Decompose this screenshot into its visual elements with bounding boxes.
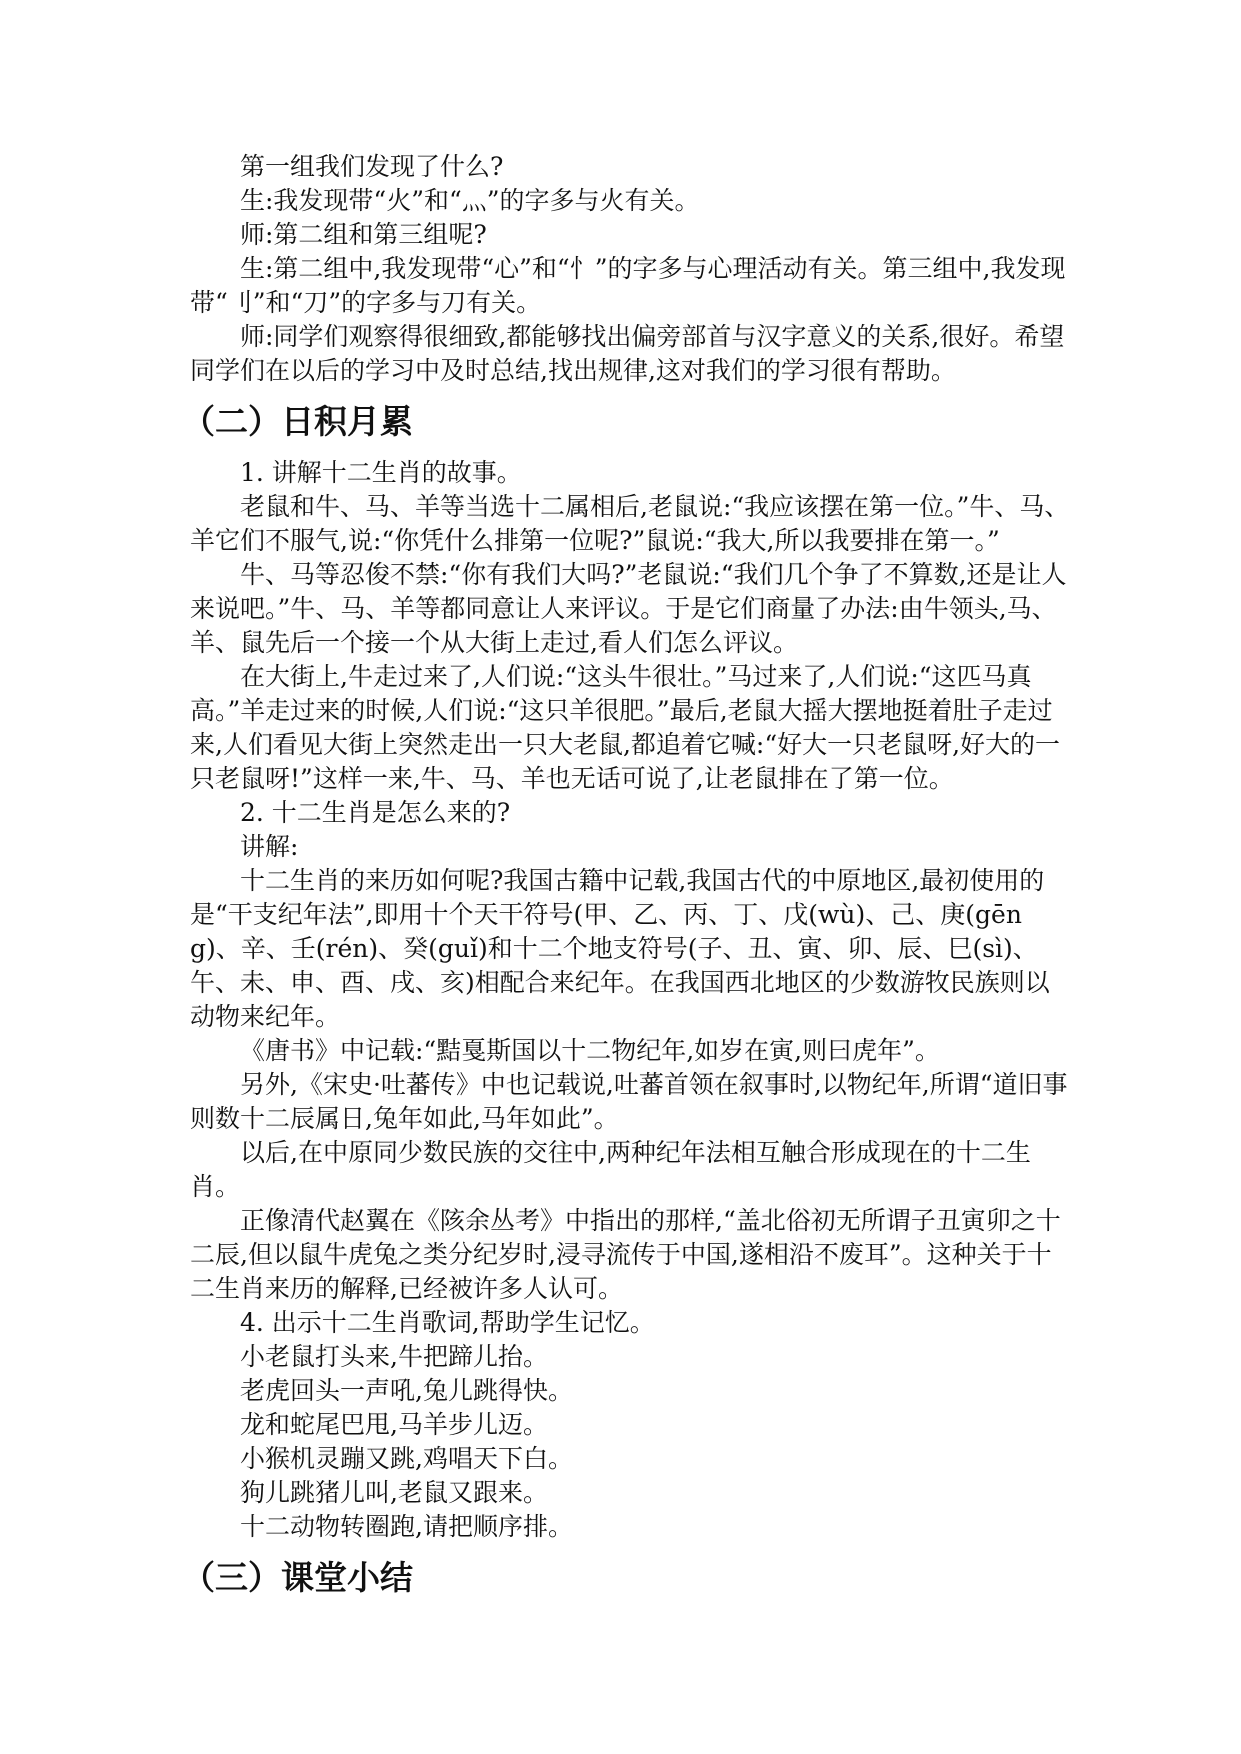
paragraph: 老鼠和牛、马、羊等当选十二属相后,老鼠说:“我应该摆在第一位。”牛、马、羊它们不服气,说:“你凭什么排第一位呢?”鼠说:“我大,所以我要排在第一。” <box>190 492 1070 555</box>
song-line: 小老鼠打头来,牛把蹄儿抬。 <box>240 1342 548 1371</box>
paragraph: 十二生肖的来历如何呢?我国古籍中记载,我国古代的中原地区,最初使用的是“干支纪年法”,即用十个天干符号(甲、乙、丙、丁、戊(wù)、己、庚(gēng)、辛、壬(rén)、癸(guǐ)和十二个地支符号(子、丑、寅、卯、辰、巳(sì)、午、未、申、酉、戌、亥)相配合来纪年。在我国西北地区的少数游牧民族则以动物来纪年。 <box>190 866 1050 1031</box>
paragraph: 2. 十二生肖是怎么来的? <box>240 798 511 827</box>
paragraph: 在大街上,牛走过来了,人们说:“这头牛很壮。”马过来了,人们说:“这匹马真高。”羊走过来的时候,人们说:“这只羊很肥。”最后,老鼠大摇大摆地挺着肚子走过来,人们看见大街上突然走出一只大老鼠,都追着它喊:“好大一只老鼠呀,好大的一只老鼠呀!”这样一来,牛、马、羊也无话可说了,让老鼠排在了第一位。 <box>190 662 1061 793</box>
section-heading-3: （三）课堂小结 <box>182 1558 413 1597</box>
paragraph: 生:我发现带“火”和“灬”的字多与火有关。 <box>240 186 700 215</box>
paragraph: 师:同学们观察得很细致,都能够找出偏旁部首与汉字意义的关系,很好。希望同学们在以后的学习中及时总结,找出规律,这对我们的学习很有帮助。 <box>190 322 1065 385</box>
paragraph: 另外,《宋史·吐蕃传》中也记载说,吐蕃首领在叙事时,以物纪年,所谓“道旧事则数十二辰属日,兔年如此,马年如此”。 <box>190 1070 1068 1133</box>
paragraph: 4. 出示十二生肖歌词,帮助学生记忆。 <box>240 1308 655 1337</box>
paragraph: 师:第二组和第三组呢? <box>240 220 487 249</box>
paragraph: 生:第二组中,我发现带“心”和“忄”的字多与心理活动有关。第三组中,我发现带“刂”和“刀”的字多与刀有关。 <box>190 254 1066 317</box>
paragraph: 以后,在中原同少数民族的交往中,两种纪年法相互触合形成现在的十二生肖。 <box>190 1138 1031 1201</box>
paragraph: 正像清代赵翼在《陔余丛考》中指出的那样,“盖北俗初无所谓子丑寅卯之十二辰,但以鼠牛虎兔之类分纪岁时,浸寻流传于中国,遂相沿不废耳”。这种关于十二生肖来历的解释,已经被许多人认可。 <box>190 1206 1061 1303</box>
song-line: 狗儿跳猪儿叫,老鼠又跟来。 <box>240 1478 548 1507</box>
song-line: 十二动物转圈跑,请把顺序排。 <box>240 1512 573 1541</box>
paragraph: 第一组我们发现了什么? <box>240 152 504 181</box>
song-line: 老虎回头一声吼,兔儿跳得快。 <box>240 1376 573 1405</box>
song-line: 龙和蛇尾巴甩,马羊步儿迈。 <box>240 1410 548 1439</box>
paragraph: 1. 讲解十二生肖的故事。 <box>240 458 522 487</box>
document-page <box>182 150 1070 1612</box>
paragraph: 讲解: <box>240 832 299 861</box>
song-line: 小猴机灵蹦又跳,鸡唱天下白。 <box>240 1444 573 1473</box>
paragraph: 牛、马等忍俊不禁:“你有我们大吗?”老鼠说:“我们几个争了不算数,还是让人来说吧。”牛、马、羊等都同意让人来评议。于是它们商量了办法:由牛领头,马、羊、鼠先后一个接一个从大街上走过,看人们怎么评议。 <box>190 560 1067 657</box>
paragraph: 《唐书》中记载:“黠戛斯国以十二物纪年,如岁在寅,则曰虎年”。 <box>240 1036 940 1065</box>
section-heading-2: （二）日积月累 <box>182 402 413 441</box>
